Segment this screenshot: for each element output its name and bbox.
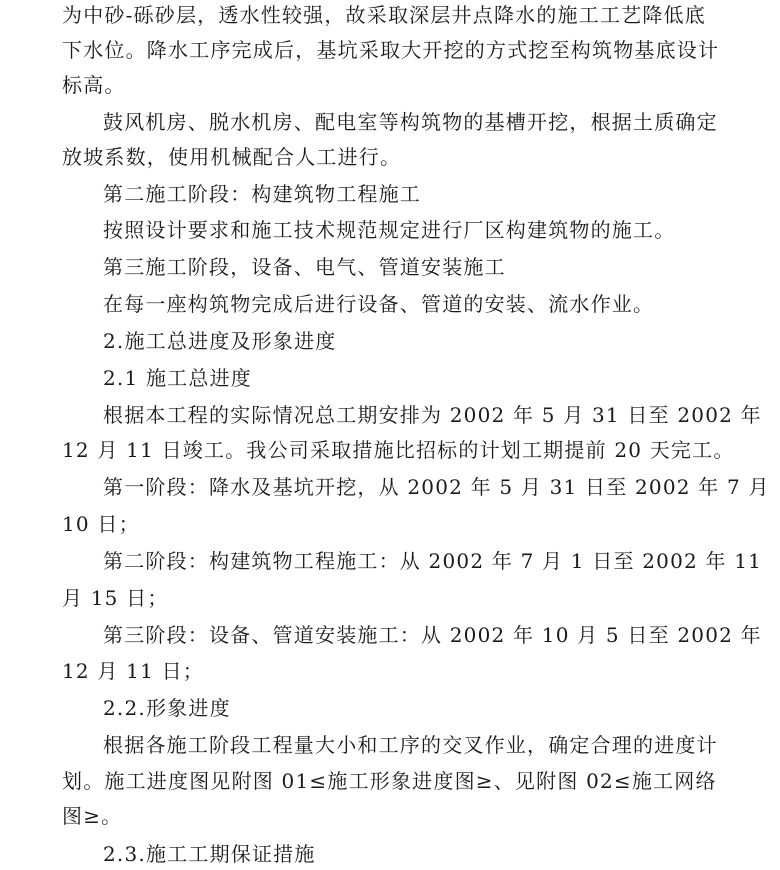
text-line: 标高。 (62, 73, 126, 97)
text-line: 图≥。 (62, 804, 123, 828)
text-line: 下水位。降水工序完成后，基坑采取大开挖的方式挖至构筑物基底设计 (62, 38, 720, 62)
text-line: 为中砂-砾砂层，透水性较强，故采取深层井点降水的施工工艺降低底 (62, 3, 706, 27)
text-line: 划。施工进度图见附图 01≤施工形象进度图≥、见附图 02≤施工网络 (62, 769, 717, 793)
text-line: 12 月 11 日； (62, 659, 204, 683)
stage-heading: 第二施工阶段：构建筑物工程施工 (103, 182, 421, 206)
subsection-heading: 2.1 施工总进度 (103, 366, 252, 390)
subsection-heading: 2.2.形象进度 (103, 696, 231, 720)
paragraph-start: 在每一座构筑物完成后进行设备、管道的安装、流水作业。 (103, 292, 655, 316)
text-line: 12 月 11 日竣工。我公司采取措施比招标的计划工期提前 20 天完工。 (62, 438, 735, 462)
text-line: 月 15 日； (62, 586, 169, 610)
paragraph-start: 第三阶段：设备、管道安装施工：从 2002 年 10 月 5 日至 2002 年 (103, 623, 762, 647)
stage-heading: 第三施工阶段，设备、电气、管道安装施工 (103, 255, 506, 279)
subsection-heading: 2.3.施工工期保证措施 (103, 842, 316, 866)
paragraph-start: 按照设计要求和施工技术规范规定进行厂区构建筑物的施工。 (103, 218, 676, 242)
paragraph-start: 根据各施工阶段工程量大小和工序的交叉作业，确定合理的进度计 (103, 733, 718, 757)
section-heading: 2.施工总进度及形象进度 (103, 329, 337, 353)
paragraph-start: 鼓风机房、脱水机房、配电室等构筑物的基槽开挖，根据土质确定 (103, 110, 718, 134)
text-line: 放坡系数，使用机械配合人工进行。 (62, 145, 402, 169)
paragraph-start: 根据本工程的实际情况总工期安排为 2002 年 5 月 31 日至 2002 年 (103, 403, 762, 427)
paragraph-start: 第一阶段：降水及基坑开挖，从 2002 年 5 月 31 日至 2002 年 7 月 (103, 475, 770, 499)
paragraph-start: 第二阶段：构建筑物工程施工：从 2002 年 7 月 1 日至 2002 年 11 (103, 549, 763, 573)
text-line: 10 日； (62, 512, 140, 536)
